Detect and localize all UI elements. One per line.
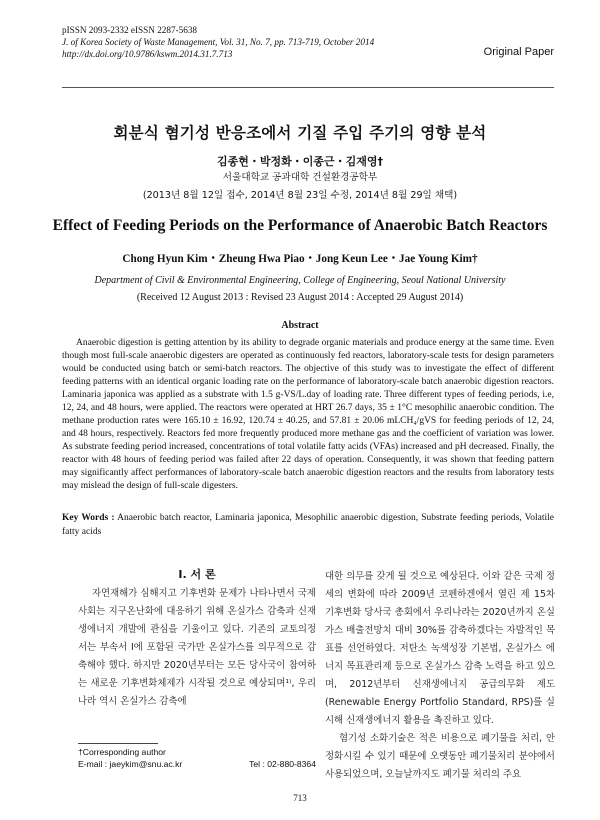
body-column-left [78, 585, 316, 711]
journal-citation: J. of Korea Society of Waste Management, Vol. 31, No. 7, pp. 713-719, October 2014 [62, 37, 375, 47]
doi-link[interactable]: http://dx.doi.org/10.9786/kswm.2014.31.7.713 [62, 49, 233, 59]
issn-line: pISSN 2093-2332 eISSN 2287-5638 [62, 25, 198, 35]
keywords-text: Anaerobic batch reactor, Laminaria japonica, Mesophilic anaerobic digestion, Substrate feeding periods, Volatile fatty acids [62, 513, 554, 537]
korean-dates: (2013년 8월 12일 접수, 2014년 8월 23일 수정, 2014년 8월 29일 채택) [142, 190, 458, 201]
english-dates: (Received 12 August 2013 : Revised 23 August 2014 : Accepted 29 August 2014) [136, 292, 464, 303]
korean-title: 회분식 혐기성 반응조에서 기질 주입 주기의 영향 분석 [113, 124, 487, 142]
header-divider [62, 87, 554, 88]
keywords-label: Key Words : [62, 513, 115, 523]
abstract-text: Anaerobic digestion is getting attention by its ability to degrade organic materials and produce energy at the same time. Even though most full-scale anaerobic digesters are operated as continuously fed reactors, laboratory-scale tests for design parameters would be conducted using batch or semi-batch reactors. The objective of this study was to investigate the effect of different feeding patterns with an identical organic loading rate on the performance of laboratory-scale batch anaerobic digestion reactors. Laminaria japonica was applied as a substrate with 1.5 g-VS/L.day of loading rate. Three different types of feeding periods, i.e, 12, 24, and 48 hours, were applied. The reactors were operated at HRT 26.7 days, 35 ± 1°C mesophilic anaerobic condition. The methane production rates were 165.10 ± 16.92, 120.74 ± 40.25, and 57.81 ± 20.06 mLCH₄/gVS for feeding periods of 12, 24, and 48 hours, respectively. Reactors fed more frequently produced more methane gas and the coefficient of variation was lower. As substrate feeding period increased, concentrations of total volatile fatty acids (VFAs) increased and pH decreased. Finally, the reactor with 48 hours of feeding period was failed after 22 days of operation. Consequently, it was shown that feeding pattern may significantly affect performances of laboratory-scale batch anaerobic digestion reactors and the results from laboratory tests may mislead the design of full-scale digesters. [62, 338, 554, 491]
keywords [62, 512, 554, 539]
journal-header [62, 24, 374, 60]
body-column-right [325, 568, 555, 784]
korean-authors: 김종현・박정화・이종근・김재영† [216, 155, 383, 168]
abstract-heading: Abstract [281, 320, 319, 331]
abstract-body [62, 337, 554, 493]
english-title: Effect of Feeding Periods on the Performance of Anaerobic Batch Reactors [52, 217, 548, 234]
intro-paragraph-2: 혐기성 소화기술은 적은 비용으로 폐기물을 처리, 안정화시킬 수 있기 때문에 오랫동안 폐기물처리 분야에서 사용되었으며, 오늘날까지도 폐기물 처리의 주요 [325, 733, 555, 780]
intro-paragraph-1: 자연재해가 심해지고 기후변화 문제가 나타나면서 국제사회는 지구온난화에 대응하기 위해 온실가스 감축과 신재생에너지 개발에 관심을 기울이고 있다. 기존의 교토의정서는 부속서 I에 포함된 국가만 온실가스를 의무적으로 감축해야 했다. 하지만 2020년부터는 모든 당사국이 참여하는 새로운 기후변화체제가 시작될 것으로 예상되며¹⁾, 우리나라 역시 온실가스 감축에 [78, 588, 316, 707]
footnote-email[interactable]: E-mail : jaeykim@snu.ac.kr [78, 759, 183, 769]
corresponding-author-note: †Corresponding author [78, 747, 166, 757]
english-authors: Chong Hyun Kim・Zheung Hwa Piao・Jong Keun Lee・Jae Young Kim† [122, 253, 478, 265]
page-number: 713 [293, 793, 307, 803]
english-affiliation: Department of Civil & Environmental Engineering, College of Engineering, Seoul National University [94, 275, 506, 286]
section-heading-introduction: I. 서 론 [178, 568, 216, 581]
footnote-divider [78, 743, 158, 744]
korean-affiliation: 서울대학교 공과대학 건설환경공학부 [222, 172, 378, 183]
paper-type-label: Original Paper [483, 46, 554, 58]
footnote-tel: Tel : 02-880-8364 [249, 759, 316, 769]
footnote [78, 746, 316, 770]
intro-paragraph-1-cont: 대한 의무를 갖게 될 것으로 예상된다. 이와 같은 국제 정세의 변화에 따라 2009년 코펜하겐에서 열린 제 15차 기후변화 당사국 총회에서 우리나라는 2020년까지 온실가스 배출전망치 대비 30%를 감축하겠다는 자발적인 목표를 선언하였다. 저탄소 녹색성장 기본법, 온실가스 에너지 목표관리제 등으로 온실가스 감축 노력을 하고 있으며, 2012년부터 신재생에너지 공급의무화 제도(Renewable Energy Portfolio Standard, RPS)를 실시해 신재생에너지 활용을 촉진하고 있다. [325, 571, 555, 726]
